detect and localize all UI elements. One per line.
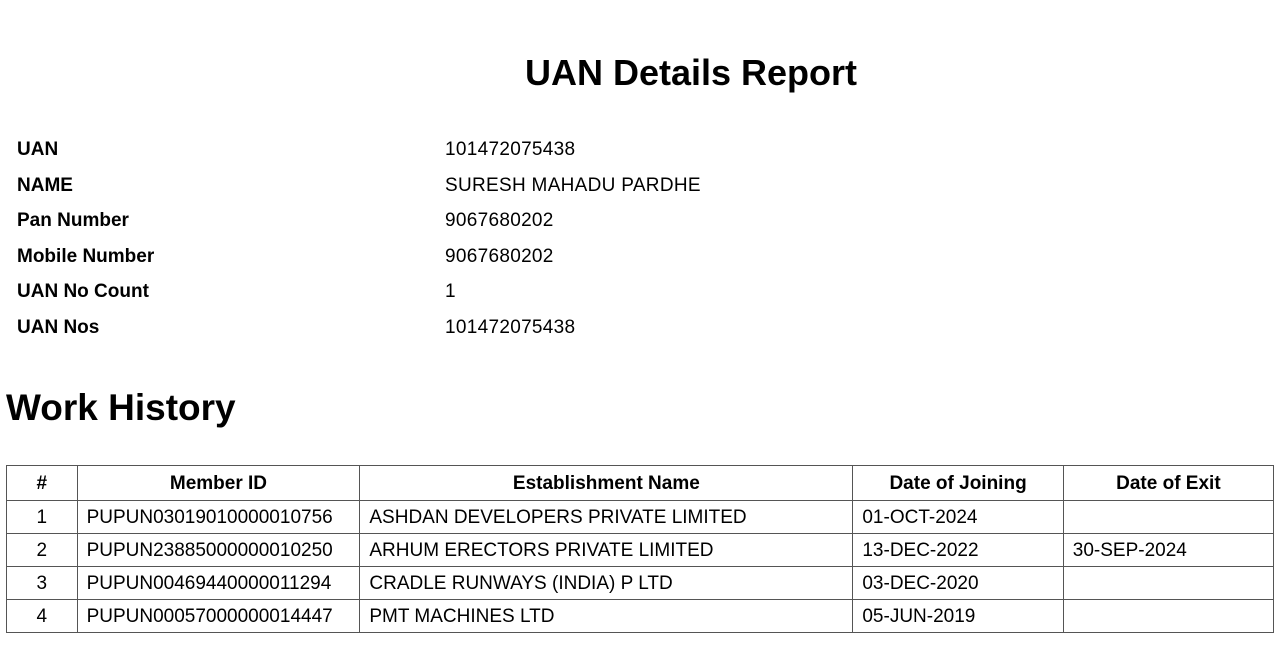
member-id-cell: PUPUN00469440000011294 <box>77 567 360 600</box>
uan-details <box>17 137 917 351</box>
row-number-cell: 1 <box>7 501 78 534</box>
row-number-cell: 4 <box>7 600 78 633</box>
detail-row-uan-nos <box>17 315 917 351</box>
detail-value: 9067680202 <box>445 210 554 232</box>
column-header-establishment-name: Establishment Name <box>360 466 853 501</box>
detail-label: UAN No Count <box>17 281 149 303</box>
establishment-name-cell: PMT MACHINES LTD <box>360 600 853 633</box>
detail-row-mobile-number <box>17 244 917 280</box>
row-number-cell: 2 <box>7 534 78 567</box>
work-history-title: Work History <box>6 387 236 428</box>
date-of-exit-cell <box>1063 567 1273 600</box>
date-of-joining-cell: 13-DEC-2022 <box>853 534 1063 567</box>
column-header-number: # <box>7 466 78 501</box>
row-number-cell: 3 <box>7 567 78 600</box>
detail-row-uan-no-count <box>17 279 917 315</box>
establishment-name-cell: ASHDAN DEVELOPERS PRIVATE LIMITED <box>360 501 853 534</box>
detail-label: Pan Number <box>17 210 129 232</box>
member-id-cell: PUPUN00057000000014447 <box>77 600 360 633</box>
date-of-joining-cell: 05-JUN-2019 <box>853 600 1063 633</box>
table-header-row <box>7 466 1274 501</box>
detail-value: 101472075438 <box>445 316 576 338</box>
work-history-table <box>6 465 1274 633</box>
table-row <box>7 534 1274 567</box>
detail-row-uan <box>17 137 917 173</box>
detail-label: UAN <box>17 139 59 160</box>
date-of-exit-cell: 30-SEP-2024 <box>1063 534 1273 567</box>
detail-row-name <box>17 173 917 209</box>
date-of-joining-cell: 01-OCT-2024 <box>853 501 1063 534</box>
detail-value: SURESH MAHADU PARDHE <box>445 174 701 196</box>
report-title: UAN Details Report <box>524 52 858 93</box>
detail-label: NAME <box>17 174 73 196</box>
member-id-cell: PUPUN03019010000010756 <box>77 501 360 534</box>
column-header-date-of-joining: Date of Joining <box>853 466 1063 501</box>
date-of-exit-cell <box>1063 600 1273 633</box>
table-row <box>7 501 1274 534</box>
detail-label: UAN Nos <box>17 316 100 338</box>
member-id-cell: PUPUN23885000000010250 <box>77 534 360 567</box>
date-of-joining-cell: 03-DEC-2020 <box>853 567 1063 600</box>
date-of-exit-cell <box>1063 501 1273 534</box>
establishment-name-cell: CRADLE RUNWAYS (INDIA) P LTD <box>360 567 853 600</box>
table-row <box>7 567 1274 600</box>
detail-row-pan-number <box>17 208 917 244</box>
detail-value: 101472075438 <box>445 139 576 160</box>
detail-value: 1 <box>445 281 456 303</box>
establishment-name-cell: ARHUM ERECTORS PRIVATE LIMITED <box>360 534 853 567</box>
detail-label: Mobile Number <box>17 245 155 267</box>
detail-value: 9067680202 <box>445 245 554 267</box>
column-header-date-of-exit: Date of Exit <box>1063 466 1273 501</box>
column-header-member-id: Member ID <box>77 466 360 501</box>
table-row <box>7 600 1274 633</box>
